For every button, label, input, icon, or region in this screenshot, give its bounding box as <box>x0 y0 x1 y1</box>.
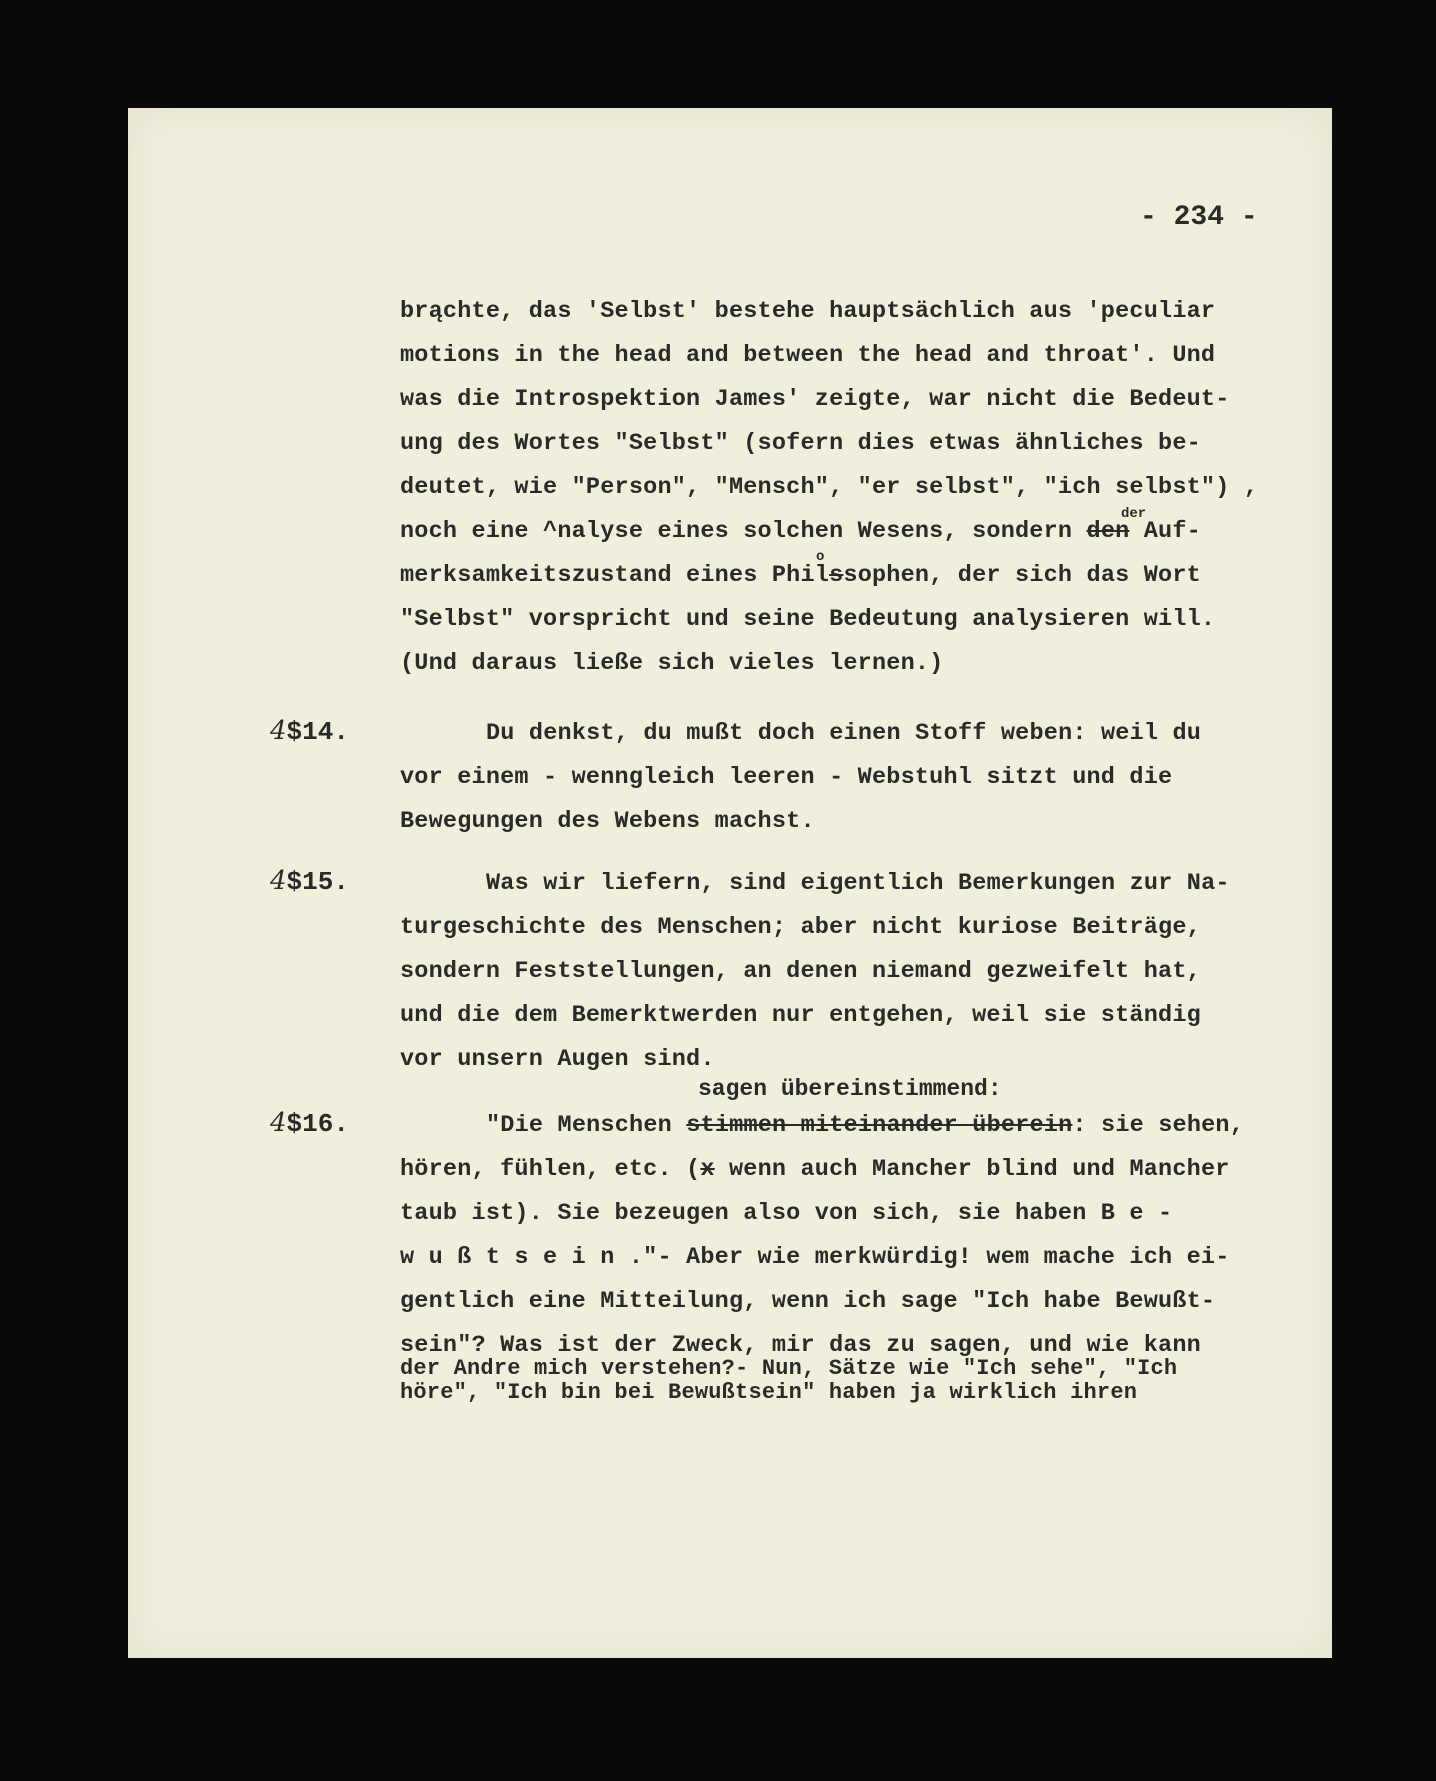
text-line: Was wir liefern, sind eigentlich Bemerkungen zur Na- <box>486 870 1230 897</box>
text-line: der Andre mich verstehen?- Nun, Sätze wie "Ich sehe", "Ich <box>400 1356 1178 1381</box>
text-line: w u ß t s e i n ."- Aber wie merkwürdig! wem mache ich ei- <box>400 1244 1230 1271</box>
marker-number: $14. <box>286 717 349 747</box>
text-segment: "Die Menschen <box>486 1112 687 1139</box>
text-line: "Selbst" vorspricht und seine Bedeutung analysieren will. <box>400 606 1216 633</box>
text-line: brąchte, das 'Selbst' bestehe hauptsächlich aus 'peculiar <box>400 298 1216 325</box>
text-line: sondern Feststellungen, an denen niemand gezweifelt hat, <box>400 958 1201 985</box>
page-number: - 234 - <box>1140 202 1258 233</box>
text-line <box>486 1112 1244 1139</box>
text-line: und die dem Bemerktwerden nur entgehen, weil sie ständig <box>400 1002 1201 1029</box>
text-line: (Und daraus ließe sich vieles lernen.) <box>400 650 944 677</box>
text-line: vor einem - wenngleich leeren - Webstuhl sitzt und die <box>400 764 1173 791</box>
text-segment: sophen, der sich das Wort <box>843 562 1201 589</box>
text-line: deutet, wie "Person", "Mensch", "er selbst", "ich selbst") , <box>400 474 1259 501</box>
struck-letter: s <box>829 562 844 589</box>
text-line: Bewegungen des Webens machst. <box>400 808 815 835</box>
inserted-phrase: sagen übereinstimmend: <box>698 1076 1002 1102</box>
text-segment: hören, fühlen, etc. ( <box>400 1156 701 1183</box>
marker-number: $16. <box>286 1109 349 1139</box>
struck-letter: x <box>700 1156 715 1183</box>
text-line: ung des Wortes "Selbst" (sofern dies etwas ähnliches be- <box>400 430 1201 457</box>
handwritten-digit: 4 <box>270 866 287 896</box>
text-segment: Auf- <box>1129 518 1201 545</box>
text-segment: : sie sehen, <box>1072 1112 1245 1139</box>
text-line: motions in the head and between the head and throat'. Und <box>400 342 1216 369</box>
section-marker-415 <box>270 866 349 897</box>
document-page <box>128 108 1332 1658</box>
section-marker-416 <box>270 1108 349 1139</box>
text-segment: merksamkeitszustand eines Phil <box>400 562 830 589</box>
text-line <box>400 562 1201 589</box>
struck-phrase: stimmen miteinander überein <box>686 1112 1073 1139</box>
text-line <box>400 518 1201 545</box>
text-line: Du denkst, du mußt doch einen Stoff weben: weil du <box>486 720 1202 747</box>
text-line: sein"? Was ist der Zweck, mir das zu sagen, und wie kann <box>400 1332 1201 1359</box>
handwritten-digit: 4 <box>270 1108 287 1138</box>
handwritten-digit: 4 <box>270 716 287 746</box>
struck-word: den <box>1086 518 1130 545</box>
text-line: turgeschichte des Menschen; aber nicht kuriose Beiträge, <box>400 914 1201 941</box>
text-line: was die Introspektion James' zeigte, war nicht die Bedeut- <box>400 386 1230 413</box>
text-line: gentlich eine Mitteilung, wenn ich sage "Ich habe Bewußt- <box>400 1288 1216 1315</box>
section-marker-414 <box>270 716 349 747</box>
text-line <box>400 1156 1230 1183</box>
text-segment: noch eine ^nalyse eines solchen Wesens, sondern <box>400 518 1073 545</box>
text-line: höre", "Ich bin bei Bewußtsein" haben ja wirklich ihren <box>400 1380 1138 1405</box>
text-segment: wenn auch Mancher blind und Mancher <box>714 1156 1230 1183</box>
text-line: vor unsern Augen sind. <box>400 1046 715 1073</box>
inserted-word: der <box>1121 506 1147 522</box>
marker-number: $15. <box>286 867 349 897</box>
inserted-letter: o <box>816 549 825 565</box>
text-line: taub ist). Sie bezeugen also von sich, sie haben B e - <box>400 1200 1173 1227</box>
